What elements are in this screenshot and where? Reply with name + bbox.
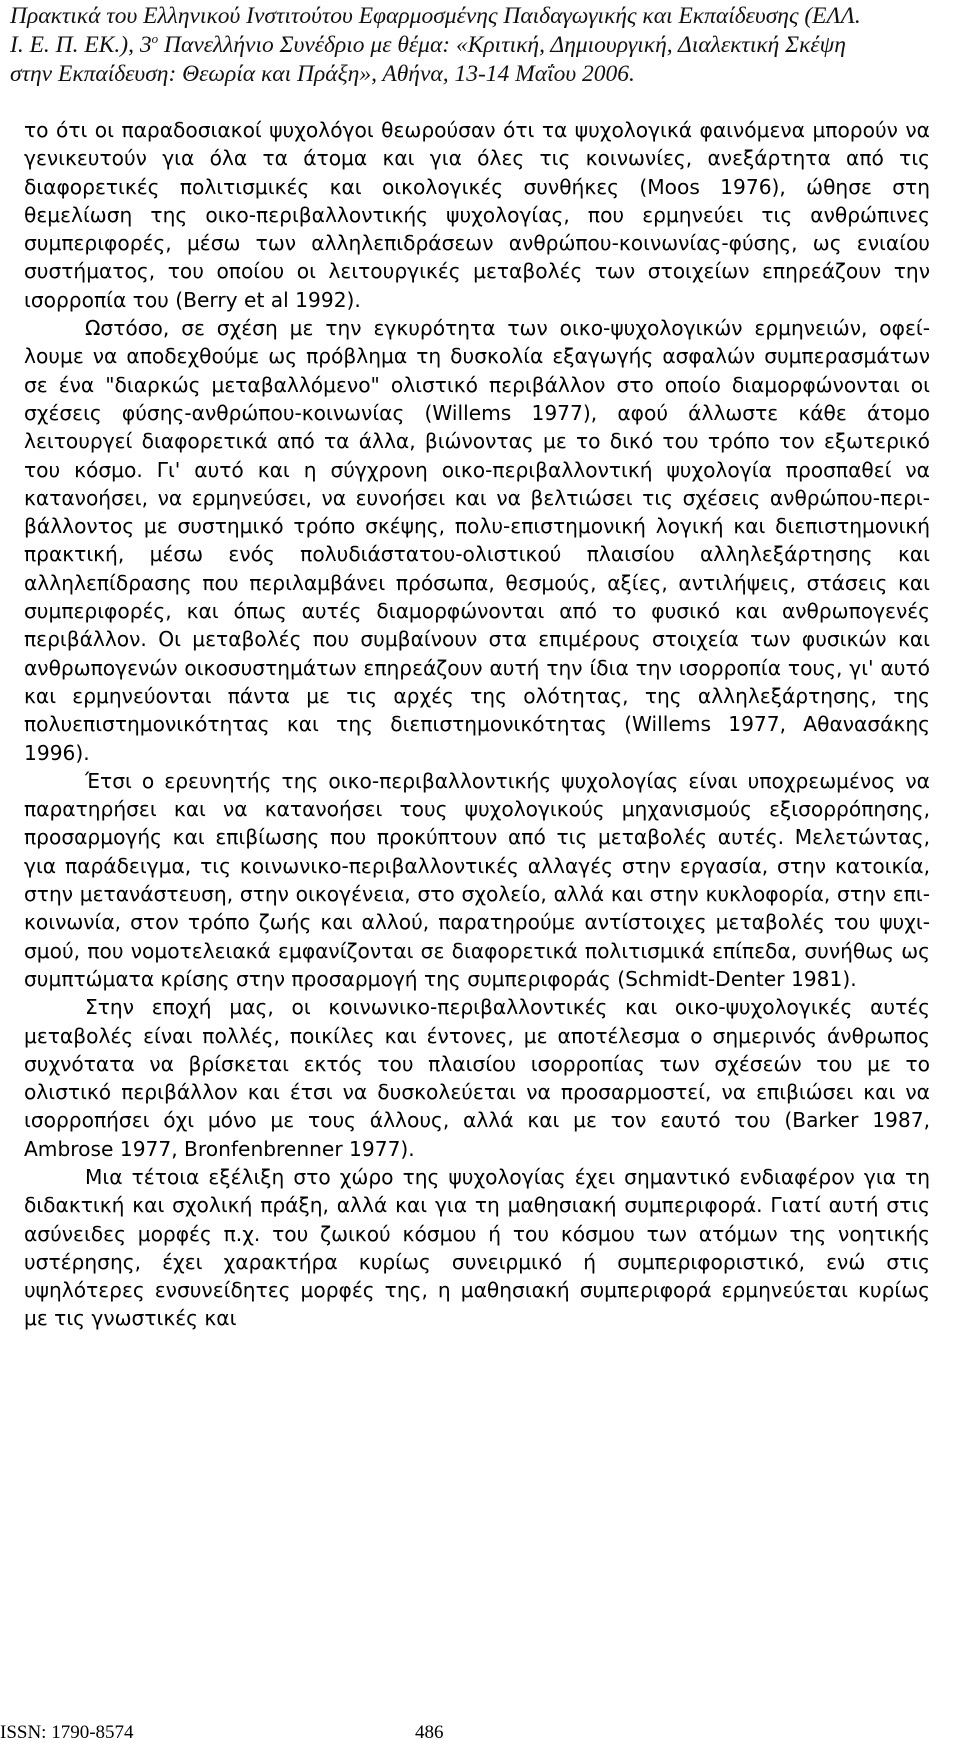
paragraph-1: το ότι οι παραδοσιακοί ψυχολόγοι θεωρούσαν ότι τα ψυχολογικά φαινόμενα μπορούν να γενικευτούν για όλα τα άτομα και για όλες τις κοινωνίες, ανεξάρτητα από τις διαφορετικές πολιτισμικές και οικολογικές συνθήκες (Moos 1976), ώθησε στη θεμελίωση της οικο-περιβαλλοντικής ψυχολογίας, που ερμηνεύει τις ανθρώπινες συμπεριφορές, μέσω των αλληλεπιδράσεων ανθρώπου-κοινωνίας-φύσης, ως ενιαίου συστήματος, του οποίου οι λειτουργικές μεταβολές των στοιχείων επηρεάζουν την ισορροπία του (Berry et al 1992). — [24, 118, 930, 312]
paragraph-3: Έτσι ο ερευνητής της οικο-περιβαλλοντικής ψυχολογίας είναι υποχρεωμένος να παρατηρήσει και να κατανοήσει τους ψυχολογικούς μηχανισμούς εξισορρόπησης, προσαρμογής και επιβίωσης που προκύπτουν από τις μεταβολές αυτές. Μελετώντας, για παράδειγμα, τις κοινωνικο-περιβαλλοντικές αλλαγές στην εργασία, στην κατοικία, στην μετανάστευση, στην οικογένεια, στο σχολείο, αλλά και στην κυκλοφορία, στην επι-κοινωνία, στον τρόπο ζωής και αλλού, παρατηρούμε αντίστοιχες μεταβολές του ψυχι-σμού, που νομοτελειακά εμφανίζονται σε διαφορετικά πολιτισμικά επίπεδα, συνήθως ως συμπτώματα κρίσης στην προσαρμογή της συμπεριφοράς (Schmidt-Denter 1981). — [24, 768, 930, 991]
header-line-2 — [10, 31, 955, 60]
header-line-2-prefix: Ι. Ε. Π. ΕΚ.), 3 — [10, 32, 152, 58]
paragraph-2: Ωστόσο, σε σχέση με την εγκυρότητα των οικο-ψυχολογικών ερμηνειών, οφεί-λουμε να αποδεχθούμε ως πρόβλημα τη δυσκολία εξαγωγής ασφαλών συμπερασμάτων σε ένα "διαρκώς μεταβαλλόμενο" ολιστικό περιβάλλον στο οποίο διαμορφώνονται οι σχέσεις φύσης-ανθρώπου-κοινωνίας (Willems 1977), αφού άλλωστε κάθε άτομο λειτουργεί διαφορετικά από τα άλλα, βιώνοντας με το δικό του τρόπο τον εξωτερικό του κόσμο. Γι' αυτό και η σύγχρονη οικο-περιβαλλοντική ψυχολογία προσπαθεί να κατανοήσει, να ερμηνεύσει, να ευνοήσει και να βελτιώσει τις σχέσεις ανθρώπου-περι-βάλλοντος με συστημικό τρόπο σκέψης, πολυ-επιστημονική λογική και διεπιστημονική πρακτική, μέσω ενός πολυδιάστατου-ολιστικού πλαισίου αλληλεξάρτησης και αλληλεπίδρασης που περιλαμβάνει πρόσωπα, θεσμούς, αξίες, αντιλήψεις, στάσεις και συμπεριφορές, και όπως αυτές διαμορφώνονται από το φυσικό και ανθρωπογενές περιβάλλον. Οι μεταβολές που συμβαίνουν στα επιμέρους στοιχεία των φυσικών και ανθρωπογενών οικοσυστημάτων επηρεάζουν αυτή την ίδια την ισορροπία τους, γι' αυτό και ερμηνεύονται πάντα με τις αρχές της ολότητας, της αλληλεξάρτησης, της πολυεπιστημονικότητας και της διεπιστημονικότητας (Willems 1977, Αθανασάκης 1996). — [24, 316, 930, 765]
paragraph-4: Στην εποχή μας, οι κοινωνικο-περιβαλλοντικές και οικο-ψυχολογικές αυτές μεταβολές είναι πολλές, ποικίλες και έντονες, με αποτέλεσμα ο σημερινός άνθρωπος συχνότατα να βρίσκεται εκτός του πλαισίου ισορροπίας των σχέσεών του με το ολιστικό περιβάλλον και έτσι να δυσκολεύεται να προσαρμοστεί, να επιβιώσει και να ισορροπήσει όχι μόνο με τους άλλους, αλλά και με τον εαυτό του (Barker 1987, Ambrose 1977, Bronfenbrenner 1977). — [24, 995, 930, 1161]
page-number: 486 — [415, 1722, 444, 1743]
header-line-1: Πρακτικά του Ελληνικού Ινστιτούτου Εφαρμοσμένης Παιδαγωγικής και Εκπαίδευσης (ΕΛΛ. — [10, 3, 861, 29]
proceedings-header — [10, 2, 955, 89]
header-line-3: στην Εκπαίδευση: Θεωρία και Πράξη», Αθήνα, 13-14 Μαΐου 2006. — [10, 61, 635, 87]
article-body — [24, 116, 930, 1333]
header-line-2-suffix: Πανελλήνιο Συνέδριο με θέμα: «Κριτική, Δημιουργική, Διαλεκτική Σκέψη — [158, 32, 846, 58]
issn-number: ISSN: 1790-8574 — [0, 1722, 134, 1743]
ordinal-superscript: ο — [151, 31, 159, 47]
paragraph-5: Μια τέτοια εξέλιξη στο χώρο της ψυχολογίας έχει σημαντικό ενδιαφέρον για τη διδακτική και σχολική πράξη, αλλά και για τη μαθησιακή συμπεριφορά. Γιατί αυτή στις ασύνειδες μορφές π.χ. του ζωικού κόσμου ή του κόσμου των ατόμων της νοητικής υστέρησης, έχει χαρακτήρα κυρίως συνειρμικό ή συμπεριφοριστικό, ενώ στις υψηλότερες ενσυνείδητες μορφές της, η μαθησιακή συμπεριφορά ερμηνεύεται κυρίως με τις γνωστικές και — [24, 1164, 930, 1331]
